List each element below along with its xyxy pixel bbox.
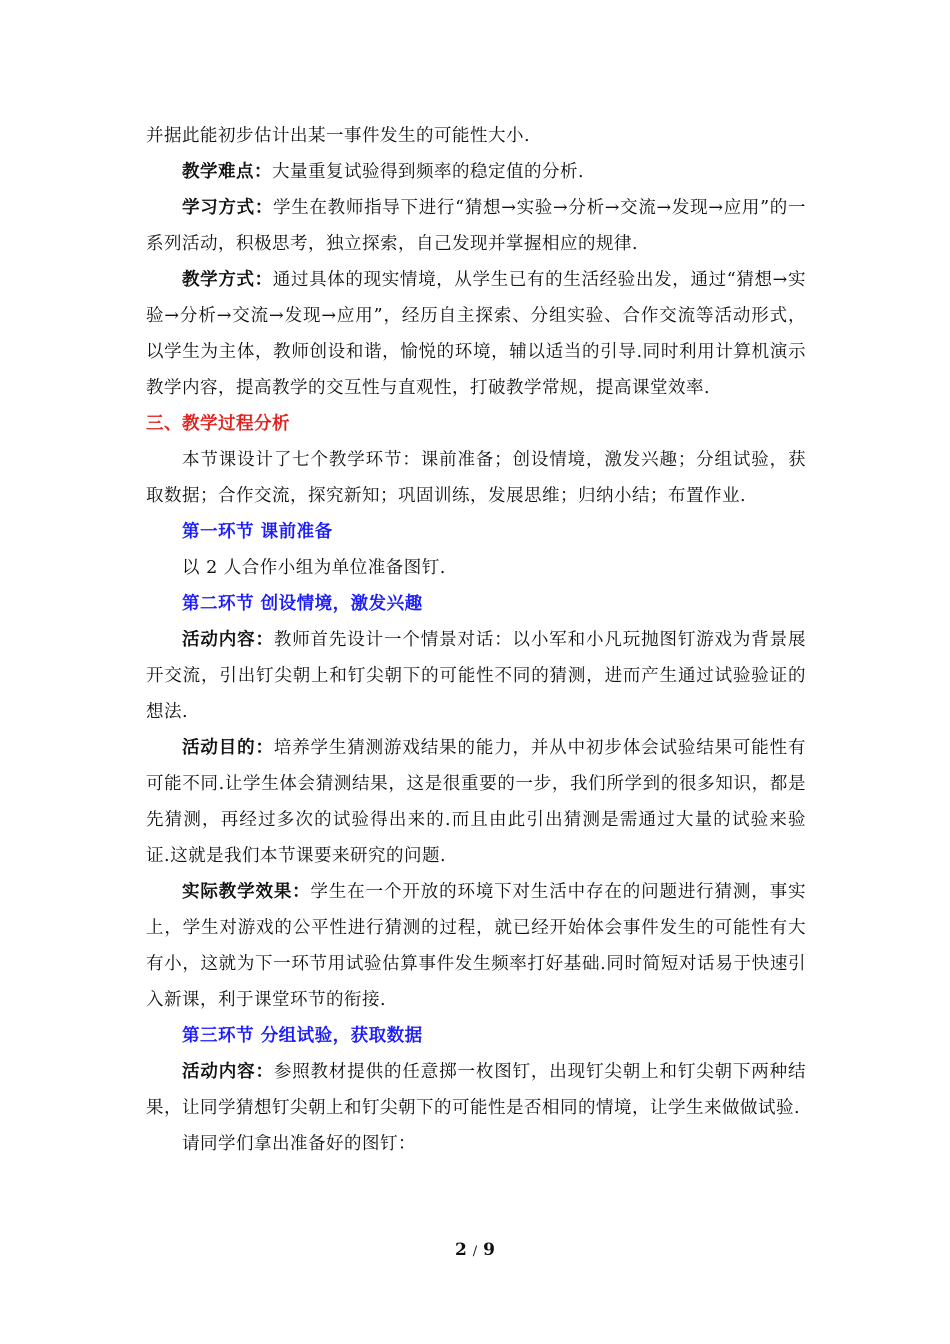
label-activity-content-3: 活动内容： [182,1062,274,1082]
paragraph-activity-content-2 [146,622,806,730]
label-teaching-mode: 教学方式： [182,270,273,290]
page-total: 9 [483,1240,495,1260]
text-teaching-difficulty: 大量重复试验得到频率的稳定值的分析. [272,162,585,182]
label-learning-mode: 学习方式： [182,198,274,218]
page-current: 2 [455,1240,467,1260]
paragraph-activity-goal [146,730,806,874]
label-teaching-difficulty: 教学难点： [182,162,272,182]
page-number [0,1240,950,1260]
label-activity-goal: 活动目的： [182,738,274,758]
step-heading-1: 第一环节 课前准备 [182,522,333,542]
section-heading-process: 三、教学过程分析 [146,414,290,434]
paragraph-actual-effect [146,874,806,1018]
text-actual-effect: 学生在一个开放的环境下对生活中存在的问题进行猜测，事实上，学生对游戏的公平性进行猜测的过程，就已经开始体会事件发生的可能性有大有小，这就为下一环节用试验估算事件发生频率打好基础.同时简短对话易于快速引入新课，利于课堂环节的衔接. [146,882,806,1010]
paragraph-take-out-pins: 请同学们拿出准备好的图钉： [182,1134,416,1154]
text-activity-content-2: 教师首先设计一个情景对话：以小军和小凡玩抛图钉游戏为背景展开交流，引出钉尖朝上和钉尖朝下的可能性不同的猜测，进而产生通过试验验证的想法. [146,630,807,722]
text-teaching-mode: 通过具体的现实情境，从学生已有的生活经验出发，通过“猜想→实验→分析→交流→发现→应用”，经历自主探索、分组实验、合作交流等活动形式，以学生为主体，教师创设和谐，愉悦的环境，辅以适当的引导.同时利用计算机演示教学内容，提高教学的交互性与直观性，打破教学常规，提高课堂效率. [146,270,807,398]
label-activity-content-2: 活动内容： [182,630,274,650]
paragraph-continuation: 并据此能初步估计出某一事件发生的可能性大小. [146,126,531,146]
page-separator: / [472,1244,478,1259]
step-heading-2: 第二环节 创设情境，激发兴趣 [182,594,423,614]
text-learning-mode: 学生在教师指导下进行“猜想→实验→分析→交流→发现→应用”的一系列活动，积极思考，独立探索，自己发现并掌握相应的规律. [146,198,806,254]
text-activity-goal: 培养学生猜测游戏结果的能力，并从中初步体会试验结果可能性有可能不同.让学生体会猜测结果，这是很重要的一步，我们所学到的很多知识，都是先猜测，再经过多次的试验得出来的.而且由此引出猜测是需通过大量的试验来验证.这就是我们本节课要来研究的问题. [146,738,807,866]
paragraph-seven-steps: 本节课设计了七个教学环节：课前准备；创设情境，激发兴趣；分组试验，获取数据；合作交流，探究新知；巩固训练，发展思维；归纳小结；布置作业. [146,450,806,506]
paragraph-learning-mode [146,190,806,262]
page-content [146,118,806,1162]
step-heading-3: 第三环节 分组试验，获取数据 [182,1026,423,1046]
text-activity-content-3: 参照教材提供的任意掷一枚图钉，出现钉尖朝上和钉尖朝下两种结果，让同学猜想钉尖朝上和钉尖朝下的可能性是否相同的情境，让学生来做做试验. [146,1062,807,1118]
paragraph-teaching-mode [146,262,806,406]
paragraph-teaching-difficulty [146,154,806,190]
label-actual-effect: 实际教学效果： [182,882,311,902]
paragraph-activity-content-3 [146,1054,806,1126]
paragraph-step1: 以 2 人合作小组为单位准备图钉. [182,558,446,578]
